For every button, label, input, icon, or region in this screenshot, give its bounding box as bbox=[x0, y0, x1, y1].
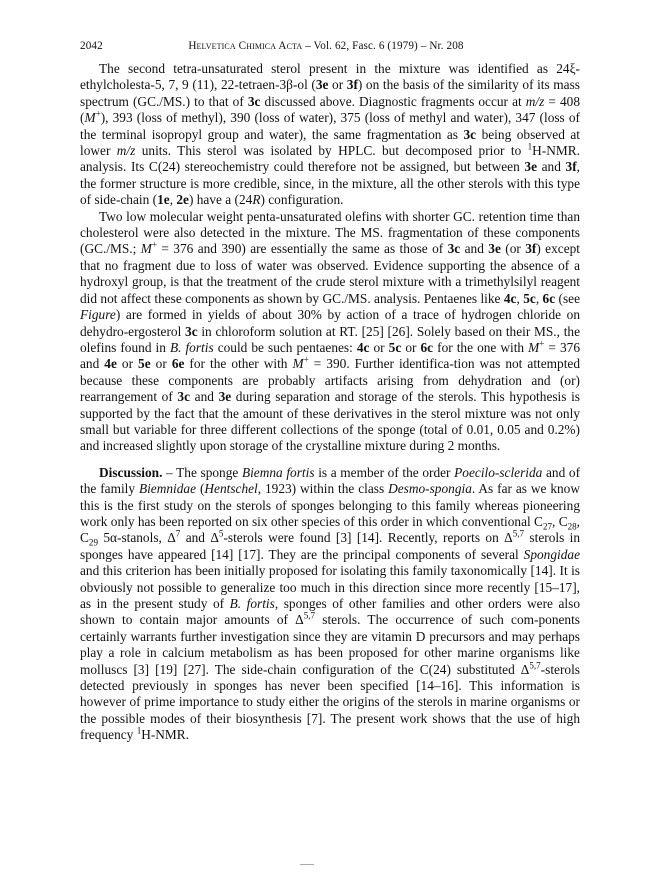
text-run: could be such pentaenes: bbox=[213, 339, 357, 355]
text-run: ) have a (24 bbox=[188, 192, 253, 208]
text-run: discussed above. Diagnostic fragments occur at bbox=[260, 93, 526, 109]
text-run: The second tetra-unsaturated sterol present in the mixture was identified as 24ξ-ethylcholesta-5, 7, 9 (11), 22-tetraen-3β-ol ( bbox=[80, 61, 580, 93]
text-run: (see bbox=[555, 290, 581, 306]
text-run: , bbox=[169, 192, 177, 208]
text-run: or bbox=[328, 77, 347, 93]
text-run: ) configuration. bbox=[260, 192, 344, 208]
text-run: R bbox=[252, 192, 261, 208]
text-run: ), 393 (loss of methyl), 390 (loss of water), 375 (loss of methyl and water), 347 (loss of the terminal isopropyl group and water), the same fragmentation as bbox=[80, 110, 580, 142]
text-run: Two low molecular weight penta-unsaturated olefins with shorter GC. retention time than cholesterol were also detected in the mixture. The MS. fragmentation of these components (GC./MS.; bbox=[80, 208, 580, 257]
text-run: M bbox=[84, 110, 96, 126]
text-run: Figure bbox=[80, 307, 116, 323]
text-run: = 376 and bbox=[80, 339, 581, 372]
text-run: B. fortis bbox=[229, 596, 275, 611]
text-run: or bbox=[116, 356, 139, 372]
text-run: 5e bbox=[138, 356, 151, 372]
text-run: 4e bbox=[104, 356, 117, 372]
text-run: , 1923) within the class bbox=[257, 481, 389, 497]
text-run: 6e bbox=[171, 356, 185, 372]
text-run: , C bbox=[552, 513, 568, 529]
text-run: during separation and storage of the sterols. This hypothesis is supported by the fact that the amount of these derivatives in the sterol mixture was not only small but variable for three different collections of the sponge (total of 0.01, 0.05 and 0.2%) and increased slightly upon storage of the crystalline mixture during 2 months. bbox=[80, 389, 580, 454]
text-run: m/z bbox=[116, 143, 136, 159]
text-run: 5α-stanols, Δ bbox=[97, 530, 176, 546]
text-run: 5c bbox=[388, 339, 402, 355]
text-run: ) on the basis of the similarity of its mass spectrum (GC./MS.) to that of bbox=[80, 77, 580, 109]
text-run: = 408 ( bbox=[80, 93, 580, 126]
text-run: 3e bbox=[315, 77, 329, 93]
running-header bbox=[80, 40, 580, 52]
text-run: = 390. Further identifica-tion was not attempted because these components are probably artifacts arising from dehydration and (or) rearrangement of bbox=[80, 356, 581, 405]
text-run: or bbox=[369, 339, 389, 355]
text-run: Desmo-spongia bbox=[388, 481, 472, 497]
journal-name: Helvetica Chimica Acta bbox=[188, 40, 303, 52]
text-run: or bbox=[401, 339, 421, 355]
text-run: 3e bbox=[218, 389, 232, 405]
text-run: 28 bbox=[567, 521, 577, 532]
text-run: 3c bbox=[177, 389, 191, 405]
text-run: and bbox=[537, 159, 566, 175]
text-run: 6c bbox=[420, 339, 434, 355]
header-separator: – bbox=[305, 40, 314, 52]
text-run: (or bbox=[500, 241, 526, 257]
text-run: , C bbox=[80, 513, 581, 546]
text-run: . As far as we know this is the first study on the sterols of sponges belonging to this family whereas pioneering work only has been reported on six other species of this order in which conventional C bbox=[80, 481, 580, 529]
text-run: , the former structure is more credible, since, in the mixture, all the other sterols with this type of side-chain ( bbox=[80, 159, 580, 208]
text-run: and Δ bbox=[180, 530, 219, 546]
text-run: 1 bbox=[136, 725, 142, 736]
text-run: units. This sterol was isolated by HPLC. but decomposed prior to bbox=[135, 143, 528, 159]
text-run: 5c bbox=[523, 290, 536, 306]
text-run: in chloroform solution at RT. [25] [26]. Solely based on their MS., the olefins found in bbox=[80, 323, 580, 355]
text-run: Biemna fortis bbox=[241, 464, 315, 480]
text-run: is a member of the order bbox=[314, 464, 455, 480]
text-run: and bbox=[190, 389, 219, 405]
text-run: ( bbox=[196, 481, 205, 497]
text-run: Spongidae bbox=[523, 546, 580, 562]
text-run: or bbox=[150, 356, 172, 372]
text-run: + bbox=[303, 354, 309, 365]
text-run: 5 bbox=[218, 528, 224, 539]
text-run: for the one with bbox=[433, 339, 529, 355]
text-run: and of the family bbox=[80, 464, 581, 497]
text-run: m/z bbox=[525, 93, 545, 109]
text-run: 3f bbox=[565, 159, 577, 175]
text-run: 4c bbox=[356, 339, 370, 355]
text-run: 5,7 bbox=[529, 660, 541, 671]
text-run: 29 bbox=[88, 538, 98, 549]
text-run: for the other with bbox=[184, 356, 293, 372]
paragraph-pentaene-olefins bbox=[80, 209, 580, 455]
text-run: and this criterion has been initially proposed for isolating this family taxonomically [14]. It is obviously not possible to generalize too much in this direction since more recently [15–17], as in the present study of bbox=[80, 563, 580, 611]
text-run: 3e bbox=[524, 159, 537, 175]
text-run: + bbox=[95, 108, 101, 119]
text-run: 3f bbox=[346, 77, 358, 93]
text-run: M bbox=[292, 356, 304, 372]
text-run: M bbox=[140, 241, 152, 257]
text-run: and bbox=[460, 241, 489, 257]
page-number: 2042 bbox=[80, 40, 103, 52]
text-run: 1e bbox=[157, 192, 170, 208]
text-run: -sterols were found [3] [14]. Recently, reports on Δ bbox=[223, 530, 513, 546]
text-run: 7 bbox=[175, 528, 181, 539]
text-run: 4c bbox=[503, 290, 517, 306]
text-run: sterols in sponges have appeared [14] [17]. They are the principal components of several bbox=[80, 530, 581, 562]
text-run: 3e bbox=[488, 241, 501, 257]
text-run: -sterols detected previously in sponges has never been specified [14–16]. This information is however of prime importance to study either the origins of the sterols in marine organisms or the possible modes of their biosynthesis [7]. The present work shows that the use of high frequency bbox=[80, 661, 580, 743]
text-run: B. fortis bbox=[169, 339, 214, 355]
journal-running-title bbox=[152, 40, 580, 52]
text-run: sterols. The occurrence of such com-ponents certainly warrants further investigation since they are vitamin D precursors and may perhaps play a role in calcium metabolism as has been proposed for other marine organisms like molluscs [3] [19] [27]. The side-chain configuration of the C(24) substituted Δ bbox=[80, 612, 580, 677]
text-run: + bbox=[151, 240, 157, 251]
paragraph-tetraene-identification bbox=[80, 61, 580, 209]
text-run: 3c bbox=[185, 323, 198, 339]
text-run: 2e bbox=[176, 192, 189, 208]
text-run: 1 bbox=[527, 141, 533, 152]
text-run: Hentschel bbox=[204, 481, 258, 497]
footer-rule bbox=[300, 864, 314, 865]
text-run: + bbox=[539, 338, 545, 349]
text-run: , bbox=[516, 290, 524, 306]
journal-issue: Vol. 62, Fasc. 6 (1979) – Nr. 208 bbox=[313, 40, 464, 52]
text-run: H-NMR. bbox=[141, 727, 190, 743]
text-run: 5,7 bbox=[303, 610, 316, 621]
text-run: 3c bbox=[247, 93, 261, 109]
text-run: 27 bbox=[542, 521, 553, 532]
text-run: M bbox=[528, 339, 540, 355]
text-run: = 376 and 390) are essentially the same as those of bbox=[157, 241, 448, 257]
text-run: Poecilo-sclerida bbox=[454, 464, 543, 480]
text-run: 5,7 bbox=[512, 528, 525, 539]
text-run: – The sponge bbox=[162, 464, 242, 480]
text-run: Biemnidae bbox=[138, 481, 197, 497]
text-run: , bbox=[535, 290, 543, 306]
text-run: ) are formed in yields of about 30% by action of a trace of hydrogen chloride on dehydro-ergosterol bbox=[80, 307, 580, 339]
text-run: 6c bbox=[542, 290, 556, 306]
text-run: H-NMR. analysis. Its C(24) stereochemistry could therefore not be assigned, but between bbox=[80, 143, 580, 175]
text-run: being observed at lower bbox=[80, 126, 581, 159]
text-run: Discussion. bbox=[99, 464, 163, 480]
text-run: 3c bbox=[463, 126, 477, 142]
text-run: 3c bbox=[447, 241, 461, 257]
text-run: 3f bbox=[525, 241, 537, 257]
text-run: , sponges of other families and other orders were also shown to contain major amounts of Δ bbox=[80, 596, 580, 628]
paragraph-discussion bbox=[80, 465, 580, 744]
text-run: ) except that no fragment due to loss of water was observed. Evidence supporting the absence of a hydroxyl group, is that the treatment of the crude sterol mixture with a trimethylsilyl reagent did not affect these components as shown by GC./MS. analysis. Pentaenes like bbox=[80, 241, 580, 306]
